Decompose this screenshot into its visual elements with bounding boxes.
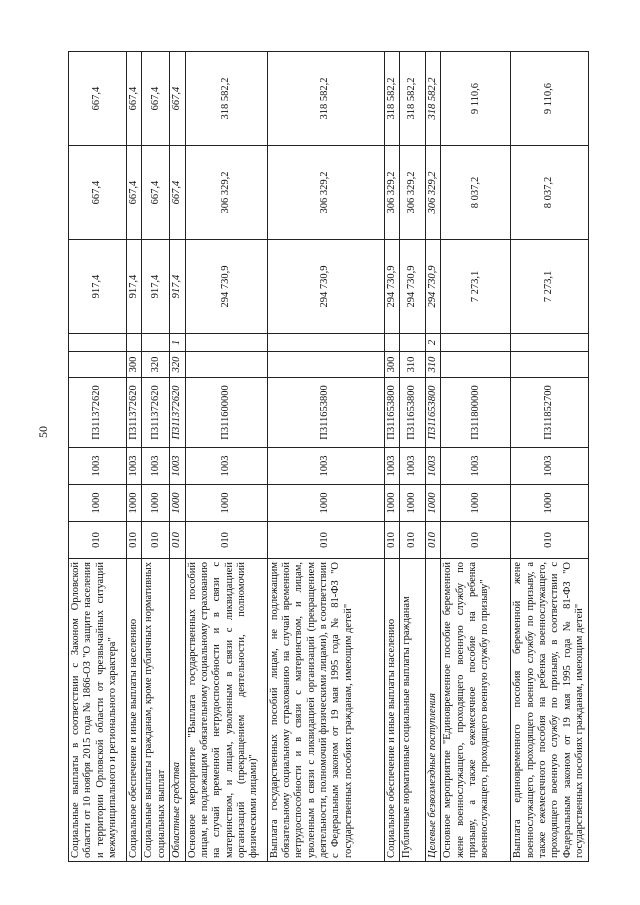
cell-target-article: П311653800 bbox=[399, 378, 425, 448]
cell-source bbox=[399, 334, 425, 352]
cell-target-article: П311653800 bbox=[384, 378, 399, 448]
cell-value-3: 667,4 bbox=[127, 52, 142, 146]
cell-source bbox=[511, 334, 588, 352]
cell-value-1: 917,4 bbox=[142, 240, 170, 334]
cell-subsection: 1003 bbox=[511, 448, 588, 485]
cell-value-3: 318 582,2 bbox=[425, 52, 440, 146]
budget-table bbox=[68, 51, 589, 862]
cell-target-article: П311600000 bbox=[185, 378, 267, 448]
table-row bbox=[142, 52, 170, 862]
cell-value-2: 306 329,2 bbox=[425, 146, 440, 240]
cell-admin-code: 010 bbox=[69, 522, 127, 559]
cell-section: 1000 bbox=[69, 485, 127, 522]
cell-section: 1000 bbox=[399, 485, 425, 522]
cell-admin-code: 010 bbox=[399, 522, 425, 559]
cell-admin-code: 010 bbox=[441, 522, 511, 559]
cell-target-article: П311653800 bbox=[425, 378, 440, 448]
table-row bbox=[127, 52, 142, 862]
row-name: Социальное обеспечение и иные выплаты населению bbox=[127, 559, 142, 862]
row-name: Социальные выплаты в соответствии с Законом Орловской области от 10 ноября 2015 года № 1866-ОЗ "О защите населения и территории Орловской области от чрезвычайных ситуаций межмуниципального и регионального характера" bbox=[69, 559, 127, 862]
cell-value-1: 917,4 bbox=[69, 240, 127, 334]
table-row bbox=[384, 52, 399, 862]
table-row bbox=[185, 52, 267, 862]
row-name: Целевые безвозмездные поступления bbox=[425, 559, 440, 862]
cell-value-2: 667,4 bbox=[142, 146, 170, 240]
row-name: Социальное обеспечение и иные выплаты населению bbox=[384, 559, 399, 862]
table-row bbox=[511, 52, 588, 862]
cell-section: 1000 bbox=[267, 485, 384, 522]
cell-subsection: 1003 bbox=[69, 448, 127, 485]
cell-value-3: 667,4 bbox=[69, 52, 127, 146]
cell-value-2: 8 037,2 bbox=[441, 146, 511, 240]
cell-value-1: 294 730,9 bbox=[399, 240, 425, 334]
cell-value-3: 667,4 bbox=[142, 52, 170, 146]
cell-value-3: 9 110,6 bbox=[441, 52, 511, 146]
cell-section: 1000 bbox=[170, 485, 185, 522]
cell-source: 1 bbox=[170, 334, 185, 352]
cell-target-article: П311852700 bbox=[511, 378, 588, 448]
cell-subsection: 1003 bbox=[185, 448, 267, 485]
page-number: 50 bbox=[36, 426, 50, 438]
cell-admin-code: 010 bbox=[127, 522, 142, 559]
cell-value-3: 318 582,2 bbox=[185, 52, 267, 146]
cell-source bbox=[441, 334, 511, 352]
table-row bbox=[267, 52, 384, 862]
cell-value-1: 294 730,9 bbox=[267, 240, 384, 334]
cell-value-3: 318 582,2 bbox=[267, 52, 384, 146]
cell-subsection: 1003 bbox=[384, 448, 399, 485]
cell-expense-type bbox=[69, 352, 127, 378]
cell-admin-code: 010 bbox=[511, 522, 588, 559]
cell-expense-type: 310 bbox=[425, 352, 440, 378]
cell-source bbox=[69, 334, 127, 352]
cell-source bbox=[185, 334, 267, 352]
cell-target-article: П311372620 bbox=[170, 378, 185, 448]
cell-value-2: 306 329,2 bbox=[267, 146, 384, 240]
cell-target-article: П311800000 bbox=[441, 378, 511, 448]
cell-expense-type bbox=[185, 352, 267, 378]
cell-subsection: 1003 bbox=[425, 448, 440, 485]
table-row bbox=[425, 52, 440, 862]
cell-admin-code: 010 bbox=[185, 522, 267, 559]
cell-admin-code: 010 bbox=[384, 522, 399, 559]
cell-value-3: 318 582,2 bbox=[384, 52, 399, 146]
table-row bbox=[69, 52, 127, 862]
cell-expense-type: 320 bbox=[142, 352, 170, 378]
cell-section: 1000 bbox=[185, 485, 267, 522]
cell-value-1: 7 273,1 bbox=[511, 240, 588, 334]
table-row bbox=[399, 52, 425, 862]
cell-value-2: 306 329,2 bbox=[399, 146, 425, 240]
cell-source bbox=[267, 334, 384, 352]
cell-expense-type bbox=[267, 352, 384, 378]
row-name: Выплата единовременного пособия беременной жене военнослужащего, проходящего военную службу по призыву, а также ежемесячного пособия на ребенка военнослужащего, проходящего военную службу по призыву, в соответствии с Федеральным законом от 19 мая 1995 года № 81-ФЗ "О государственных пособиях гражданам, имеющим детей" bbox=[511, 559, 588, 862]
row-name: Публичные нормативные социальные выплаты гражданам bbox=[399, 559, 425, 862]
cell-source: 2 bbox=[425, 334, 440, 352]
cell-admin-code: 010 bbox=[425, 522, 440, 559]
cell-target-article: П311653800 bbox=[267, 378, 384, 448]
row-name: Основное мероприятие "Единовременное пособие беременной жене военнослужащего, проходящего военную службу по призыву, а также ежемесячное пособие на ребенка военнослужащего, проходящего военную службу по призыву" bbox=[441, 559, 511, 862]
cell-value-2: 306 329,2 bbox=[185, 146, 267, 240]
table-row bbox=[441, 52, 511, 862]
cell-source bbox=[142, 334, 170, 352]
cell-value-2: 667,4 bbox=[69, 146, 127, 240]
cell-subsection: 1003 bbox=[170, 448, 185, 485]
cell-source bbox=[127, 334, 142, 352]
cell-section: 1000 bbox=[511, 485, 588, 522]
cell-value-1: 294 730,9 bbox=[384, 240, 399, 334]
cell-expense-type: 300 bbox=[127, 352, 142, 378]
cell-target-article: П311372620 bbox=[142, 378, 170, 448]
cell-value-1: 294 730,9 bbox=[425, 240, 440, 334]
cell-value-1: 294 730,9 bbox=[185, 240, 267, 334]
row-name: Выплата государственных пособий лицам, не подлежащим обязательному социальному страхованию на случай временной нетрудоспособности и в связи с материнством, и лицам, уволенным в связи с ликвидацией организаций (прекращением деятельности, полномочий физическими лицами), в соответствии с Федеральным законом от 19 мая 1995 года № 81-ФЗ "О государственных пособиях гражданам, имеющим детей" bbox=[267, 559, 384, 862]
cell-value-2: 667,4 bbox=[170, 146, 185, 240]
cell-admin-code: 010 bbox=[142, 522, 170, 559]
cell-section: 1000 bbox=[425, 485, 440, 522]
cell-admin-code: 010 bbox=[170, 522, 185, 559]
cell-value-2: 306 329,2 bbox=[384, 146, 399, 240]
cell-expense-type: 310 bbox=[399, 352, 425, 378]
cell-expense-type: 320 bbox=[170, 352, 185, 378]
cell-section: 1000 bbox=[384, 485, 399, 522]
cell-value-3: 667,4 bbox=[170, 52, 185, 146]
cell-value-2: 667,4 bbox=[127, 146, 142, 240]
row-name: Областные средства bbox=[170, 559, 185, 862]
row-name: Основное мероприятие "Выплата государственных пособий лицам, не подлежащим обязательному социальному страхованию на случай временной нетрудоспособности и в связи с материнством, и лицам, уволенным в связи с ликвидацией организаций (прекращением деятельности, полномочий физическими лицами)" bbox=[185, 559, 267, 862]
cell-subsection: 1003 bbox=[267, 448, 384, 485]
cell-target-article: П311372620 bbox=[127, 378, 142, 448]
cell-subsection: 1003 bbox=[399, 448, 425, 485]
cell-value-1: 7 273,1 bbox=[441, 240, 511, 334]
cell-subsection: 1003 bbox=[441, 448, 511, 485]
cell-subsection: 1003 bbox=[142, 448, 170, 485]
cell-value-1: 917,4 bbox=[170, 240, 185, 334]
cell-expense-type: 300 bbox=[384, 352, 399, 378]
table-row bbox=[170, 52, 185, 862]
row-name: Социальные выплаты гражданам, кроме публичных нормативных социальных выплат bbox=[142, 559, 170, 862]
cell-section: 1000 bbox=[127, 485, 142, 522]
cell-expense-type bbox=[441, 352, 511, 378]
cell-value-3: 318 582,2 bbox=[399, 52, 425, 146]
cell-value-3: 9 110,6 bbox=[511, 52, 588, 146]
cell-value-2: 8 037,2 bbox=[511, 146, 588, 240]
cell-expense-type bbox=[511, 352, 588, 378]
cell-target-article: П311372620 bbox=[69, 378, 127, 448]
cell-value-1: 917,4 bbox=[127, 240, 142, 334]
cell-subsection: 1003 bbox=[127, 448, 142, 485]
rotated-table-frame bbox=[68, 52, 586, 862]
cell-section: 1000 bbox=[142, 485, 170, 522]
cell-admin-code: 010 bbox=[267, 522, 384, 559]
cell-section: 1000 bbox=[441, 485, 511, 522]
cell-source bbox=[384, 334, 399, 352]
